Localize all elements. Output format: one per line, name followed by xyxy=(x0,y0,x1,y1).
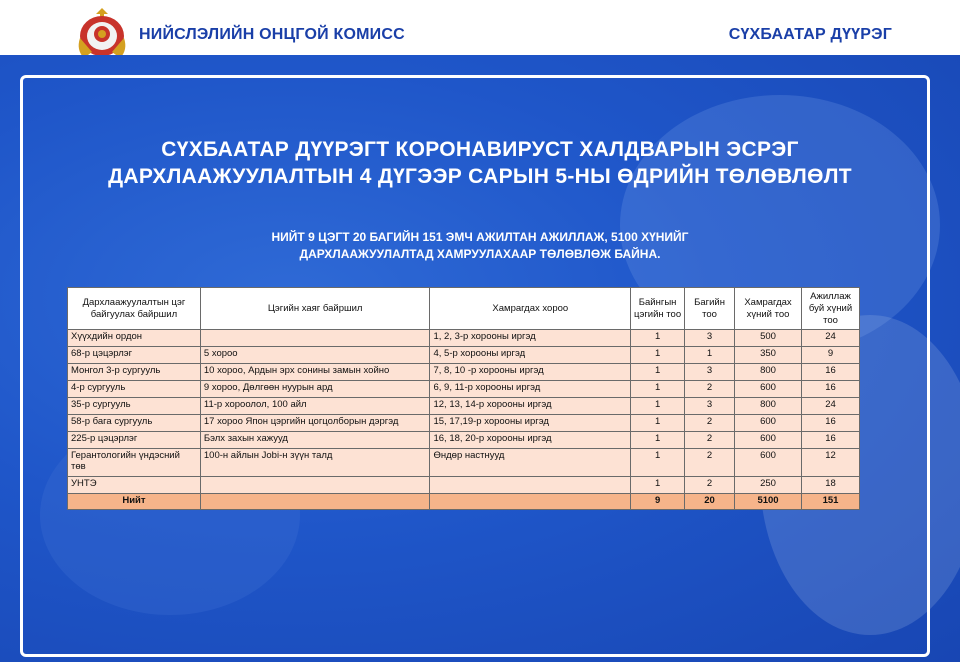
table-cell: 600 xyxy=(735,449,802,477)
column-header: Дархлаажуулалтын цэг байгуулах байршил xyxy=(68,288,201,330)
table-cell: 1 xyxy=(631,330,685,347)
table-cell: 16 xyxy=(801,364,859,381)
table-cell: Монгол 3-р сургууль xyxy=(68,364,201,381)
table-cell: 1 xyxy=(631,347,685,364)
vaccination-plan-table xyxy=(67,287,860,510)
column-header: Цэгийн хаяг байршил xyxy=(200,288,430,330)
table-cell: 600 xyxy=(735,381,802,398)
page-title-line2: ДАРХЛААЖУУЛАЛТЫН 4 ДҮГЭЭР САРЫН 5-НЫ ӨДРИЙН ТӨЛӨВЛӨЛТ xyxy=(108,165,852,188)
table-row xyxy=(68,381,860,398)
table-cell: 2 xyxy=(685,415,735,432)
column-header: Байнгын цэгийн тоо xyxy=(631,288,685,330)
table-cell: 18 xyxy=(801,477,859,494)
table-cell: 3 xyxy=(685,364,735,381)
table-cell: 11-р хороолол, 100 айл xyxy=(200,398,430,415)
column-header: Хамрагдах хороо xyxy=(430,288,631,330)
table-cell: 1 xyxy=(631,398,685,415)
table-cell: 1 xyxy=(685,347,735,364)
table-cell: 12 xyxy=(801,449,859,477)
table-cell: 600 xyxy=(735,432,802,449)
table-row xyxy=(68,432,860,449)
table-row xyxy=(68,347,860,364)
table-cell: Герaнтологийн үндэсний төв xyxy=(68,449,201,477)
table-cell: Бэлх захын хажууд xyxy=(200,432,430,449)
table-cell: 250 xyxy=(735,477,802,494)
table-row xyxy=(68,449,860,477)
table-row xyxy=(68,364,860,381)
column-header: Хамрагдах хүний тоо xyxy=(735,288,802,330)
organization-title: НИЙСЛЭЛИЙН ОНЦГОЙ КОМИСС xyxy=(139,26,405,43)
table-cell: 1 xyxy=(631,432,685,449)
page-title xyxy=(20,136,940,190)
table-cell: 12, 13, 14-р хорооны иргэд xyxy=(430,398,631,415)
table-cell: 5 хороо xyxy=(200,347,430,364)
table-cell: 7, 8, 10 -р хорооны иргэд xyxy=(430,364,631,381)
page-subtitle xyxy=(20,229,940,263)
table-cell: 24 xyxy=(801,398,859,415)
column-header: Ажиллаж буй хүний тоо xyxy=(801,288,859,330)
table-row xyxy=(68,398,860,415)
table-cell: 225-р цэцэрлэг xyxy=(68,432,201,449)
table-cell: 500 xyxy=(735,330,802,347)
table-cell: 16 xyxy=(801,432,859,449)
table-cell: 16 xyxy=(801,381,859,398)
table-cell: 24 xyxy=(801,330,859,347)
table-cell: 2 xyxy=(685,381,735,398)
total-cell: 5100 xyxy=(735,494,802,510)
table-cell xyxy=(200,477,430,494)
table-cell: УНТЭ xyxy=(68,477,201,494)
table-cell: 1 xyxy=(631,415,685,432)
table-cell: 16 xyxy=(801,415,859,432)
total-cell: 20 xyxy=(685,494,735,510)
table-cell: 2 xyxy=(685,477,735,494)
table-cell: 600 xyxy=(735,415,802,432)
page-header xyxy=(0,0,960,58)
table-cell: 1 xyxy=(631,477,685,494)
table-total-row xyxy=(68,494,860,510)
table-cell: 2 xyxy=(685,449,735,477)
page-title-line1: СҮХБААТАР ДҮҮРЭГТ КОРОНАВИРУСТ ХАЛДВАРЫН ЭСРЭГ xyxy=(161,138,799,161)
total-cell: 151 xyxy=(801,494,859,510)
table-cell: 58-р бага сургууль xyxy=(68,415,201,432)
table-cell: 4-р сургууль xyxy=(68,381,201,398)
page-subtitle-line1: НИЙТ 9 ЦЭГТ 20 БАГИЙН 151 ЭМЧ АЖИЛТАН АЖИЛЛАЖ, 5100 ХҮНИЙГ xyxy=(271,230,689,244)
table-cell: 4, 5-р хорооны иргэд xyxy=(430,347,631,364)
table-row xyxy=(68,477,860,494)
table-cell: 1 xyxy=(631,381,685,398)
table-cell: 3 xyxy=(685,330,735,347)
table-row xyxy=(68,415,860,432)
table-cell: 9 хороо, Дөлгөөн нуурын ард xyxy=(200,381,430,398)
district-title: СҮХБААТАР ДҮҮРЭГ xyxy=(728,26,892,43)
table-cell: 800 xyxy=(735,364,802,381)
table-cell: 1 xyxy=(631,449,685,477)
table-cell: 9 xyxy=(801,347,859,364)
total-cell: 9 xyxy=(631,494,685,510)
column-header: Багийн тоо xyxy=(685,288,735,330)
table-row xyxy=(68,330,860,347)
table-cell xyxy=(200,330,430,347)
table-cell: 1, 2, 3-р хорооны иргэд xyxy=(430,330,631,347)
table-cell: 1 xyxy=(631,364,685,381)
table-cell: 3 xyxy=(685,398,735,415)
table-cell: 17 хороо Япон цэргийн цогцолборын дэргэд xyxy=(200,415,430,432)
table-cell: 100-н айлын Jobi-н зүүн талд xyxy=(200,449,430,477)
table-cell xyxy=(430,494,631,510)
table-cell: 16, 18, 20-р хорооны иргэд xyxy=(430,432,631,449)
table-cell xyxy=(430,477,631,494)
table-cell: 800 xyxy=(735,398,802,415)
table-cell: Хүүхдийн ордон xyxy=(68,330,201,347)
table-cell: 350 xyxy=(735,347,802,364)
table-cell xyxy=(200,494,430,510)
table-cell: 2 xyxy=(685,432,735,449)
table-cell: 15, 17,19-р хорооны иргэд xyxy=(430,415,631,432)
table-cell: 68-р цэцэрлэг xyxy=(68,347,201,364)
total-label: Нийт xyxy=(68,494,201,510)
table-header-row xyxy=(68,288,860,330)
table-cell: 10 хороо, Ардын эрх сонины замын хойно xyxy=(200,364,430,381)
table-cell: Өндөр настнууд xyxy=(430,449,631,477)
page-subtitle-line2: ДАРХЛААЖУУЛАЛТАД ХАМРУУЛАХААР ТӨЛӨВЛӨЖ БАЙНА. xyxy=(299,247,661,261)
table-cell: 6, 9, 11-р хорооны иргэд xyxy=(430,381,631,398)
table-cell: 35-р сургууль xyxy=(68,398,201,415)
